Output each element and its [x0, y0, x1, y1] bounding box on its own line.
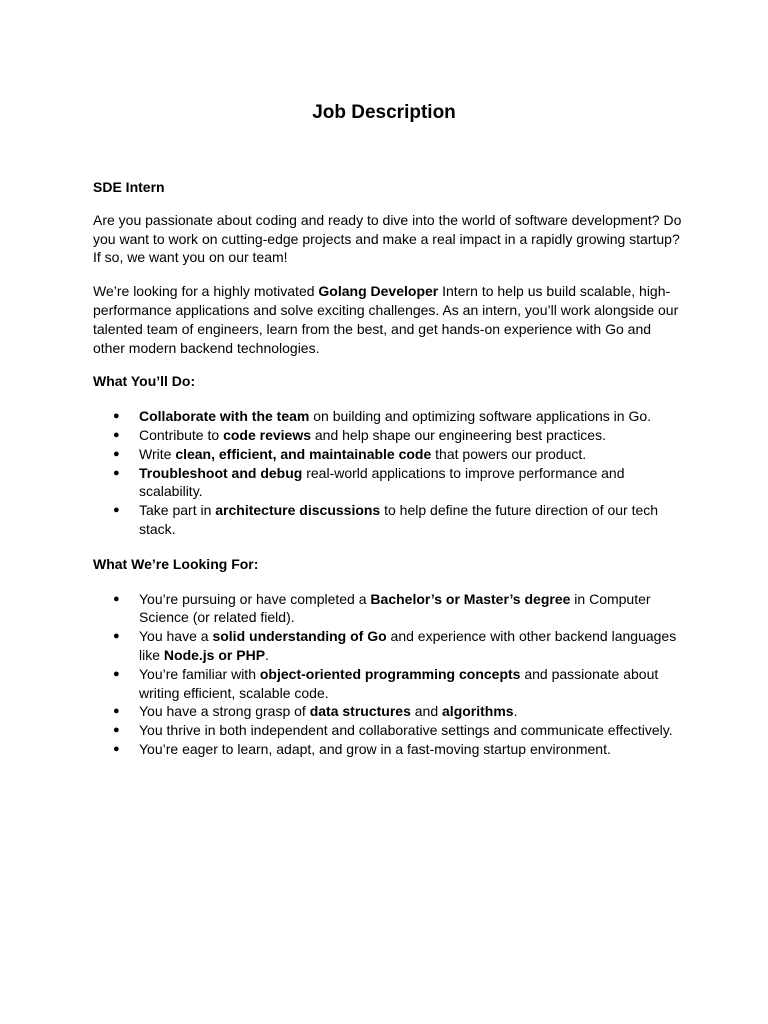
bullet-icon: ●	[113, 630, 120, 643]
list-item	[93, 627, 683, 665]
list-item-bold: solid understanding of Go	[212, 628, 387, 645]
list-item-bold: algorithms	[442, 703, 514, 720]
list-item-text: You have a	[139, 628, 213, 645]
intro-paragraph: Are you passionate about coding and ready to dive into the world of software development? Do you want to work on cutting-edge projects and make a real impact in a rapidly growing startup? If so, we want you on our team!	[93, 211, 682, 266]
list-item-bold: architecture discussions	[215, 502, 381, 519]
list-item-bold: Collaborate with the team	[139, 408, 310, 425]
bullet-icon: ●	[113, 504, 120, 517]
list-item-text: and help shape our engineering best practices.	[311, 426, 606, 443]
list-item-bold: code reviews	[223, 426, 311, 443]
list-item	[93, 721, 683, 740]
role-heading: SDE Intern	[93, 179, 165, 195]
list-item-text: .	[265, 646, 269, 663]
list-item	[93, 426, 683, 445]
list-item-bold: Node.js or PHP	[163, 646, 266, 663]
list-item-text: You have a strong grasp of	[139, 703, 310, 720]
req-section-heading: What We’re Looking For:	[93, 555, 259, 572]
page-title: Job Description	[312, 102, 456, 123]
document-body	[93, 178, 683, 759]
list-item-bold: data structures	[309, 703, 411, 720]
bullet-icon: ●	[113, 592, 120, 605]
list-item-text: real-world applications to improve performance and scalability.	[139, 464, 625, 500]
list-item	[93, 590, 683, 628]
list-item-text: You’re eager to learn, adapt, and grow in a fast-moving startup environment.	[139, 740, 611, 757]
list-item	[93, 702, 683, 721]
do-list	[93, 407, 683, 539]
looking-bold-1: Golang Developer	[318, 283, 439, 300]
list-item	[93, 407, 683, 426]
bullet-icon: ●	[113, 410, 120, 423]
list-item-text: and passionate about writing efficient, scalable code.	[139, 665, 659, 701]
looking-text-1: We’re looking for a highly motivated	[93, 283, 319, 300]
list-item-text: in Computer Science (or related field).	[139, 590, 651, 626]
list-item-text: You’re pursuing or have completed a	[139, 590, 371, 607]
bullet-icon: ●	[113, 466, 120, 479]
bullet-icon: ●	[113, 705, 120, 718]
req-list	[93, 590, 683, 759]
list-item	[93, 665, 683, 703]
list-item-text: .	[513, 703, 518, 720]
bullet-icon: ●	[113, 667, 120, 680]
list-item-text: Contribute to	[139, 426, 224, 443]
list-item	[93, 445, 683, 464]
list-item-text: You thrive in both independent and collaborative settings and communicate effectively.	[139, 722, 673, 739]
bullet-icon: ●	[113, 447, 120, 460]
list-item-text: that powers our product.	[431, 445, 587, 462]
looking-paragraph	[93, 282, 683, 357]
list-item-bold: Bachelor’s or Master’s degree	[370, 590, 571, 607]
looking-text-2: Intern to help us build scalable, high-performance applications and solve exciting challenges. As an intern, you’ll work alongside our talented team of engineers, learn from the best, and get hands-on experience with Go and other modern backend technologies.	[93, 283, 679, 356]
bullet-icon: ●	[113, 724, 120, 737]
list-item-text: You’re familiar with	[139, 665, 260, 682]
list-item-bold: object-oriented programming concepts	[259, 665, 521, 682]
list-item-text: to help define the future direction of our tech stack.	[139, 502, 659, 537]
list-item	[93, 464, 683, 502]
bullet-icon: ●	[113, 428, 120, 441]
list-item-text: and	[410, 703, 443, 720]
list-item-text: and experience with other backend languages like	[139, 628, 677, 663]
list-item	[93, 740, 683, 759]
list-item-text: Write	[139, 445, 176, 462]
list-item-text: Take part in	[139, 502, 216, 519]
do-section-heading: What You’ll Do:	[93, 373, 196, 390]
list-item-bold: Troubleshoot and debug	[139, 464, 303, 481]
list-item-text: on building and optimizing software applications in Go.	[309, 408, 652, 425]
list-item-bold: clean, efficient, and maintainable code	[175, 445, 432, 462]
list-item	[93, 501, 683, 539]
bullet-icon: ●	[113, 742, 120, 755]
